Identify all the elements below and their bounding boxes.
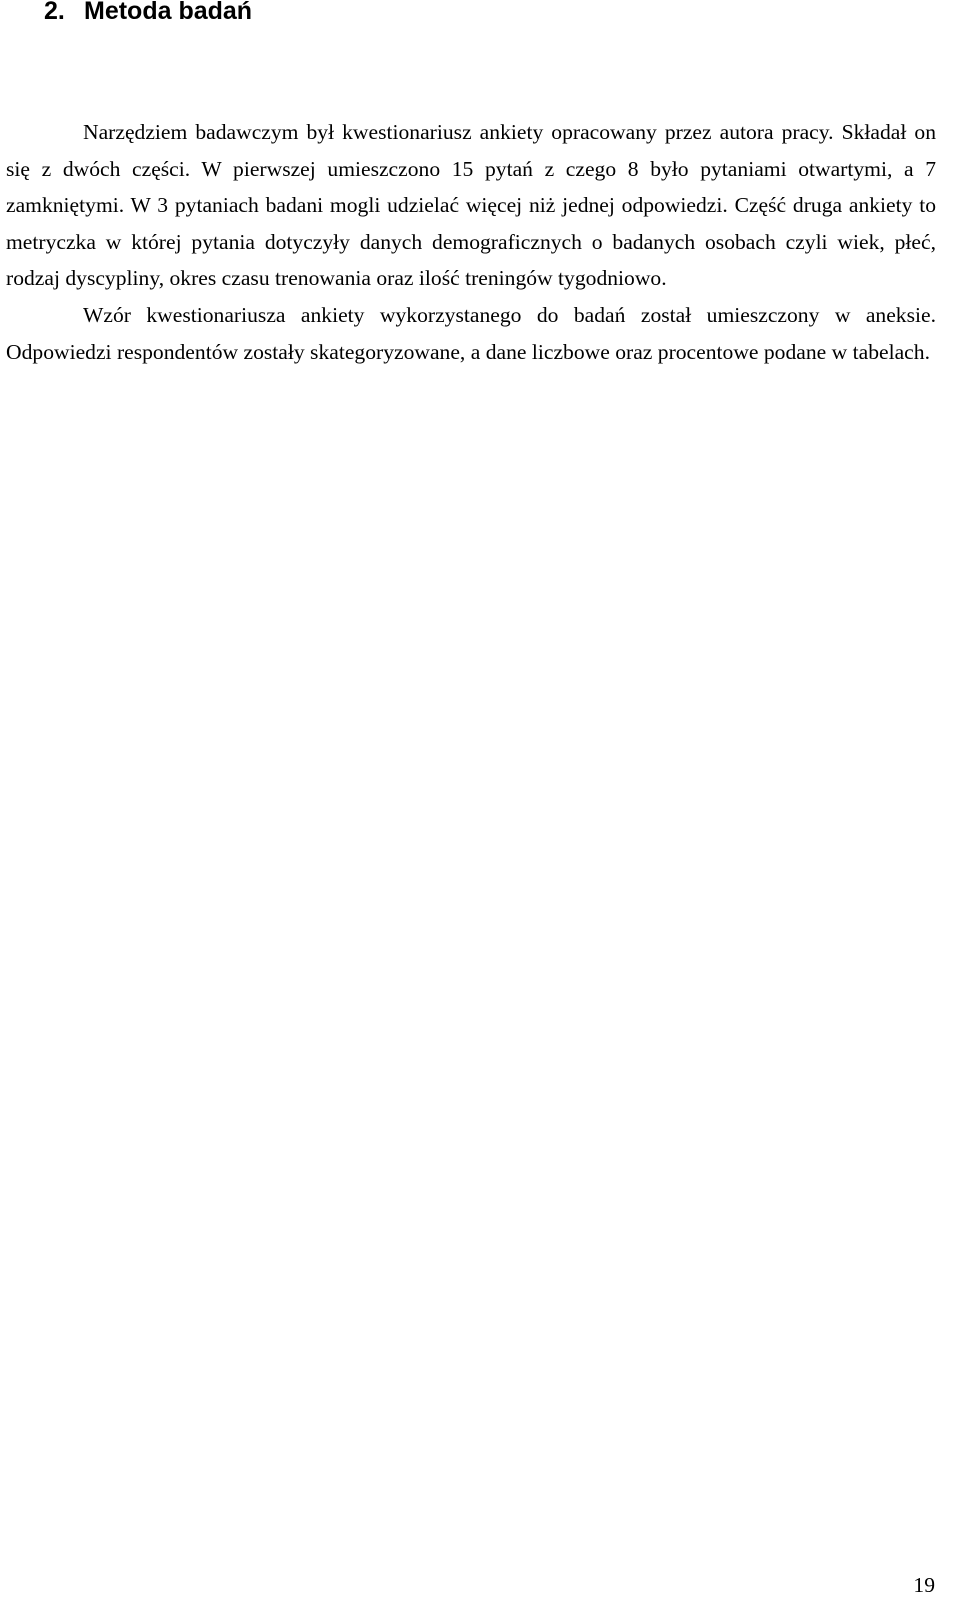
section-number: 2. — [44, 0, 65, 25]
body-text — [6, 114, 936, 370]
section-heading — [44, 0, 252, 28]
paragraph-method-description: Narzędziem badawczym był kwestionariusz ankiety opracowany przez autora pracy. Składał on się z dwóch części. W pierwszej umieszczono 15 pytań z czego 8 było pytaniami otwartymi, a 7 zamkniętymi. W 3 pytaniach badani mogli udzielać więcej niż jednej odpowiedzi. Część druga ankiety to metryczka w której pytania dotyczyły danych demograficznych o badanych osobach czyli wiek, płeć, rodzaj dyscypliny, okres czasu trenowania oraz ilość treningów tygodniowo. — [6, 120, 936, 291]
page-number: 19 — [913, 1573, 935, 1597]
paragraph-appendix-note: Wzór kwestionariusza ankiety wykorzystanego do badań został umieszczony w aneksie. Odpowiedzi respondentów zostały skategoryzowane, a dane liczbowe oraz procentowe podane w tabelach. — [6, 302, 936, 364]
section-title: Metoda badań — [84, 0, 253, 25]
